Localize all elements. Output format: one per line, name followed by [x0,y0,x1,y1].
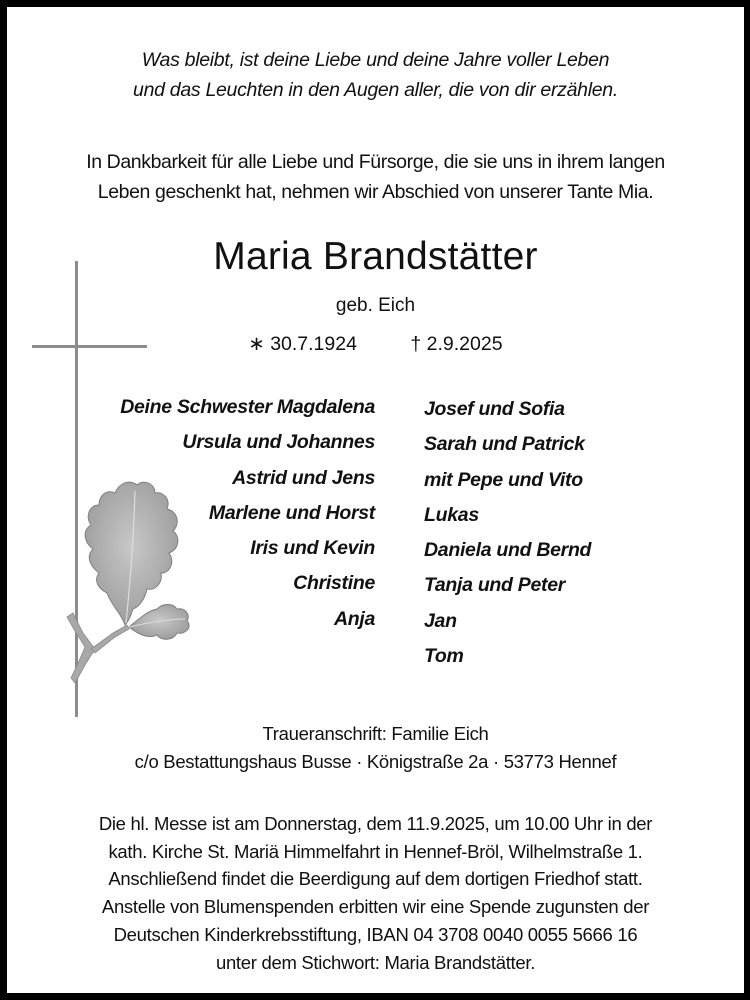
mourner-name: Ursula und Johannes [182,431,375,454]
deceased-name: Maria Brandstätter [213,235,538,278]
mourners-right-column [424,392,591,674]
mourner-name: Astrid und Jens [232,466,375,489]
intro-line: In Dankbarkeit für alle Liebe und Fürsorge, die sie uns in ihrem langen [86,151,665,173]
notice-line: Die hl. Messe ist am Donnerstag, dem 11.9.2025, um 10.00 Uhr in der [98,813,653,834]
birth-date-group [248,332,357,356]
birth-date: 30.7.1924 [270,333,357,355]
death-date-group [410,333,502,356]
birth-star-icon: ∗ [248,333,265,355]
mourner-name: Deine Schwester Magdalena [120,396,375,418]
mourner-name: Tanja und Peter [424,574,566,597]
address-line: c/o Bestattungshaus Busse · Königstraße 2a · 53773 Hennef [134,751,617,772]
opening-quote [7,45,744,105]
notice-line: unter dem Stichwort: Maria Brandstätter. [215,951,536,973]
mourner-name: Lukas [424,503,479,526]
mourning-address [7,720,744,776]
mourner-name: Marlene und Horst [208,501,375,524]
notice-line: Anschließend findet die Beerdigung auf dem dortigen Friedhof statt. [108,868,643,890]
obituary-card [7,7,744,993]
address-line: Traueranschrift: Familie Eich [262,723,489,744]
intro-text [7,147,744,207]
mourner-name: Josef und Sofia [424,398,565,420]
mourner-name: Jan [424,609,457,632]
mourner-name: Iris und Kevin [250,537,375,560]
notice-line: kath. Kirche St. Mariä Himmelfahrt in Hennef-Bröl, Wilhelmstraße 1. [108,840,643,862]
notice-line: Anstelle von Blumenspenden erbitten wir eine Spende zugunsten der [101,896,650,918]
mourner-name: Daniela und Bernd [424,539,592,562]
mourner-name: Tom [424,645,464,668]
maiden-name: geb. Eich [335,295,416,316]
service-notice [7,810,744,976]
life-dates [7,332,744,356]
quote-line: Was bleibt, ist deine Liebe und deine Jahre voller Leben [141,49,610,71]
quote-line: und das Leuchten in den Augen aller, die von dir erzählen. [133,79,618,101]
death-date: 2.9.2025 [426,333,503,355]
mourner-name: mit Pepe und Vito [424,468,583,491]
mourner-name: Christine [293,572,375,595]
mourner-name: Anja [333,607,375,630]
notice-line: Deutschen Kinderkrebsstiftung, IBAN 04 3708 0040 0055 5666 16 [113,923,638,945]
mourner-name: Sarah und Patrick [424,433,585,456]
mourners-left-column [120,390,375,637]
intro-line: Leben geschenkt hat, nehmen wir Abschied von unserer Tante Mia. [97,181,654,203]
death-dagger-icon: † [410,333,422,355]
